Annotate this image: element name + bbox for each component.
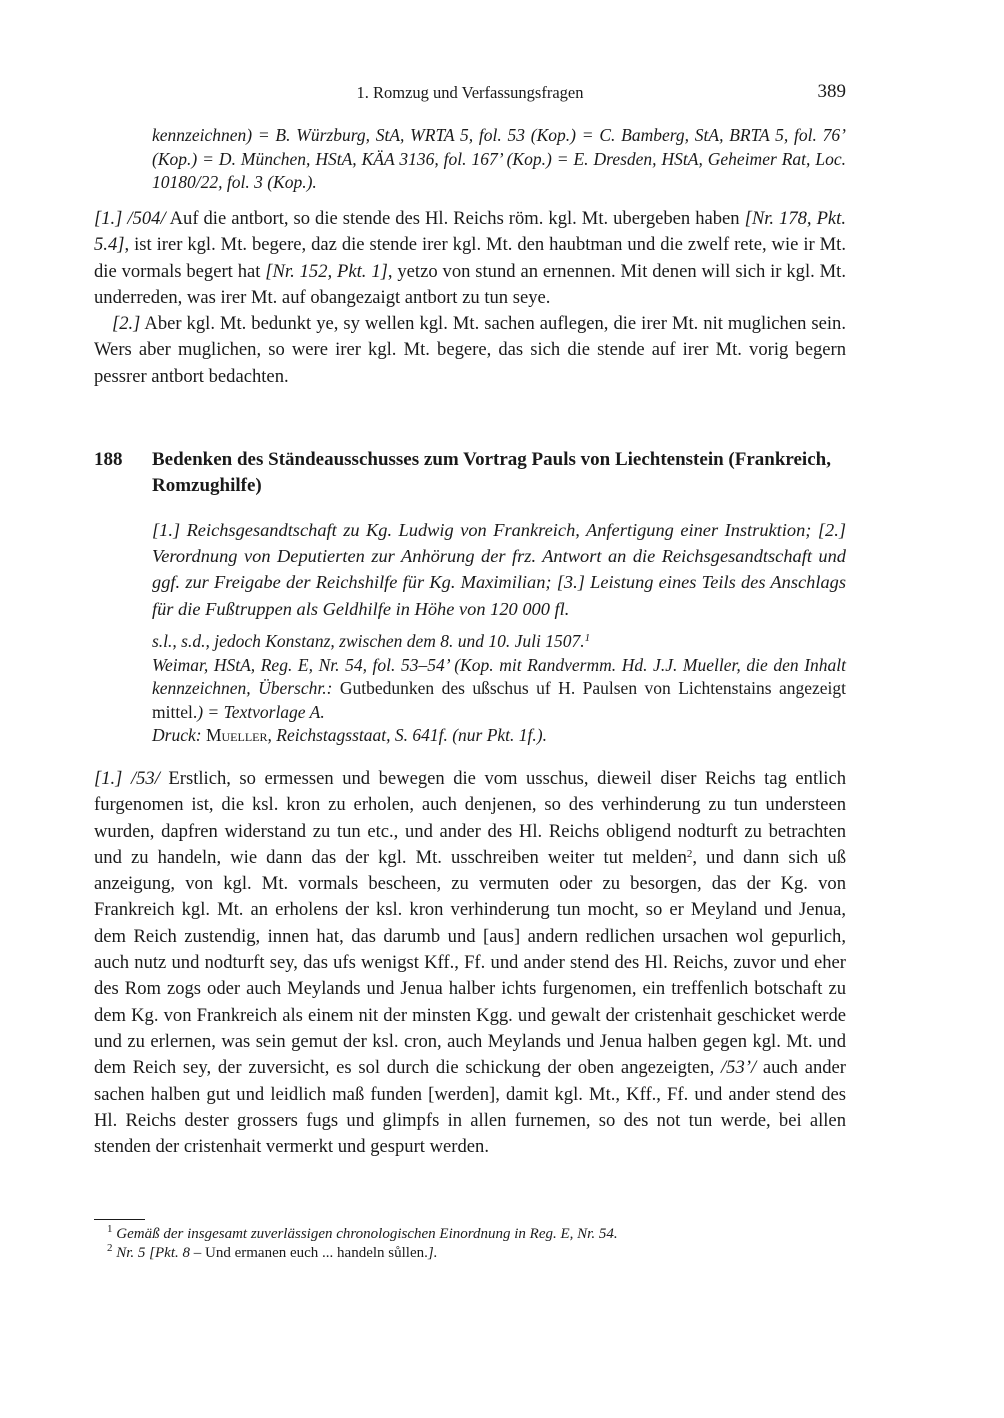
source-line: Weimar, HStA, Reg. E, Nr. 54, fol. 53–54’ (Kop. mit Randvermm. Hd. J.J. Mueller, die den Inhalt kennzeichnen, Überschr.: Gutbedunken des ußschus uf H. Paulsen von Lichtenstains angezeigt mittel.) = Textvorlage A. (152, 654, 846, 722)
document-number: 188 (94, 449, 123, 470)
print-line: Druck: Mueller, Reichstagsstaat, S. 641f. (nur Pkt. 1f.). (152, 725, 547, 746)
running-title: 1. Romzug und Verfassungsfragen (356, 83, 584, 102)
paragraph-marker: [1.] /53/ (94, 768, 160, 789)
document-body (94, 766, 846, 1160)
paragraph-2: [2.] Aber kgl. Mt. bedunkt ye, sy wellen kgl. Mt. sachen auflegen, die irer Mt. nit muglichen sein. Wers aber muglichen, so were irer kgl. Mt. begere, das sich die stende auf irer Mt. vorig begern pessrer antbort bedachten. (94, 313, 846, 387)
author-name: Mueller (205, 725, 268, 746)
cross-reference: [Nr. 178, Pkt. 5.4] (94, 208, 846, 256)
footnote-2: $^2$ Nr. 5 [Pkt. 8 – Und ermanen euch ... handeln sůllen.]. (107, 1242, 438, 1261)
source-apparatus (152, 630, 846, 748)
footnote-1: $^1$ Gemäß der insgesamt zuverlässigen chronologischen Einordnung in Reg. E, Nr. 54. (107, 1223, 618, 1242)
paragraph-1: [1.] /504/ Auf die antbort, so die stende des Hl. Reichs röm. kgl. Mt. ubergeben haben [Nr. 178, Pkt. 5.4], ist irer kgl. Mt. begere, daz die stende irer kgl. Mt. den haubtman und die zwelf rete, wie ir Mt. die vormals begert hat [Nr. 152, Pkt. 1], yetzo von stund an ernennen. Mit denen will sich ir kgl. Mt. underreden, was irer Mt. auf obangezaigt antbort zu tun seye. (94, 208, 846, 308)
cross-reference: [Nr. 152, Pkt. 1] (265, 260, 388, 282)
regest: [1.] Reichsgesandtschaft zu Kg. Ludwig von Frankreich, Anfertigung einer Instruktion; [2.] Verordnung von Deputierten zur Anhörung der frz. Antwort an die Reichsgesandtschaft und ggf. zur Freigabe der Reichshilfe für Kg. Maximilian; [3.] Leistung eines Teils des Anschlags für die Fußtruppen als Geldhilfe in Höhe von 120 000 fl. (152, 520, 846, 619)
page-number: 389 (817, 81, 846, 102)
paragraph-marker: [1.] /504/ (94, 208, 166, 229)
previous-document-body (94, 206, 846, 390)
footnote-ref-2[interactable]: 2 (686, 847, 693, 860)
paragraph-marker: [2.] (112, 313, 141, 335)
previous-source-text: kennzeichnen) = B. Würzburg, StA, WRTA 5, fol. 53 (Kop.) = C. Bamberg, StA, BRTA 5, fol. 76’ (Kop.) = D. München, HStA, KÄA 3136, fol. 167’ (Kop.) = E. Dresden, HStA, Geheimer Rat, Loc. 10180/22, fol. 3 (Kop.). (152, 125, 846, 193)
footnotes (107, 1225, 807, 1263)
document-title: Bedenken des Ständeausschusses zum Vortrag Pauls von Liechtenstein (Frankreich, Romzughilfe) (152, 449, 831, 496)
running-head (94, 83, 846, 105)
footnote-separator (94, 1219, 145, 1220)
footnote-ref-1[interactable]: 1 (584, 632, 591, 644)
paragraph-1: [1.] /53/ Erstlich, so ermessen und bewegen die vom usschus, dieweil diser Reichs tag entlich furgenomen ist, die ksl. kron zu erholen, auch denjenen, so des verhinderung zu tun understeen wurden, dapfren widerstand zu tun etc., und ander des Hl. Reichs obligend nodturft zu betrachten und zu handeln, wie dann das der kgl. Mt. usschreiben weiter tut melden$^2$, und dann sich uß anzeigung, von kgl. Mt. vormals bescheen, zu vermuten oder zu besorgen, das der Kg. von Frankreich kgl. Mt. an erholens der ksl. kron verhinderung tun mocht, so er Meyland und Jenua, dem Reich zustendig, innen hat, das darumb und [aus] andern redlichen ursachen wol gepurlich, auch nutz und nodturft sey, das ufs wenigst Kff., Ff. und ander stend des Hl. Reichs, zuvor und eher des Rom zogs oder auch Meylands und Jenua halber ichts furgenomen, ein treffenlich botschaft zu dem Kg. von Frankreich als einem nit der minsten Kgg. und gewalt der cristenhait geschicket werde und zu erlernen, was sein gemut der ksl. cron, auch Meylands und Jenua halben gegen kgl. Mt. und dem Reich sey, der zuversicht, es sol durch die schickung der oben angezeigten, /53’/ auch ander sachen halben gut und leidlich maß funden [werden], damit kgl. Mt., Kff., Ff. und ander stend des Hl. Reichs dester grossers fugs und glimpfs in allen furnemen, so des not tun werde, bei allen stenden der cristenhait vermerkt und gespurt werden. (94, 768, 846, 1158)
date-line: s.l., s.d., jedoch Konstanz, zwischen dem 8. und 10. Juli 1507.$^1$ (152, 631, 591, 651)
previous-source-note (152, 124, 846, 195)
folio-marker: /53’/ (721, 1057, 757, 1079)
